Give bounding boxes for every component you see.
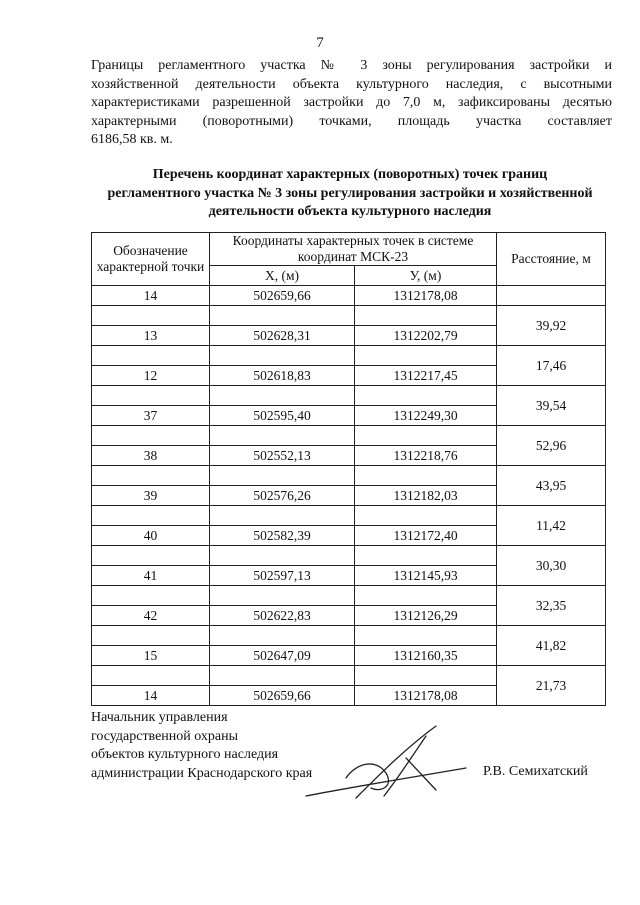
point-x: 502628,31 — [210, 326, 355, 346]
segment-empty-cell — [92, 666, 210, 686]
table-heading — [80, 166, 620, 222]
point-y: 1312178,08 — [355, 686, 497, 706]
header-x: X, (м) — [210, 266, 355, 286]
segment-row — [92, 586, 606, 606]
point-id: 37 — [92, 406, 210, 426]
point-y: 1312217,45 — [355, 366, 497, 386]
point-id: 12 — [92, 366, 210, 386]
point-x: 502576,26 — [210, 486, 355, 506]
distance-value: 17,46 — [497, 346, 606, 386]
segment-empty-cell — [355, 546, 497, 566]
distance-value: 32,35 — [497, 586, 606, 626]
intro-line: хозяйственной деятельности объекта культурного наследия, с высотными — [91, 76, 612, 92]
heading-line: деятельности объекта культурного наследия — [208, 204, 492, 219]
point-row — [92, 286, 606, 306]
point-y: 1312172,40 — [355, 526, 497, 546]
point-x: 502595,40 — [210, 406, 355, 426]
point-x: 502582,39 — [210, 526, 355, 546]
segment-empty-cell — [355, 346, 497, 366]
segment-row — [92, 346, 606, 366]
point-y: 1312182,03 — [355, 486, 497, 506]
header-point: Обозначение характерной точки — [92, 233, 210, 286]
point-id: 38 — [92, 446, 210, 466]
point-id: 42 — [92, 606, 210, 626]
segment-empty-cell — [355, 426, 497, 446]
header-y: У, (м) — [355, 266, 497, 286]
page-number: 7 — [316, 35, 324, 51]
distance-value: 21,73 — [497, 666, 606, 706]
intro-paragraph — [91, 57, 612, 150]
point-id: 14 — [92, 686, 210, 706]
segment-row — [92, 386, 606, 406]
segment-empty-cell — [92, 466, 210, 486]
intro-line: Границы регламентного участка № 3 зоны регулирования застройки и — [91, 58, 612, 73]
segment-empty-cell — [92, 426, 210, 446]
point-x: 502597,13 — [210, 566, 355, 586]
coordinates-table — [91, 232, 606, 706]
intro-line: характеристиками разрешенной застройки до 7,0 м, зафиксированы десятью — [91, 95, 612, 111]
distance-value: 39,92 — [497, 306, 606, 346]
segment-row — [92, 626, 606, 646]
heading-line: регламентного участка № 3 зоны регулирования застройки и хозяйственной — [107, 185, 593, 201]
segment-empty-cell — [92, 626, 210, 646]
distance-value: 52,96 — [497, 426, 606, 466]
segment-empty-cell — [210, 306, 355, 326]
intro-line: характерными (поворотными) точками, площадь участка составляет — [91, 113, 612, 129]
signer-position-line: объектов культурного наследия — [91, 747, 279, 762]
segment-empty-cell — [355, 506, 497, 526]
point-y: 1312145,93 — [355, 566, 497, 586]
point-x: 502659,66 — [210, 286, 355, 306]
point-id: 40 — [92, 526, 210, 546]
header-distance: Расстояние, м — [497, 233, 606, 286]
point-y: 1312202,79 — [355, 326, 497, 346]
segment-empty-cell — [92, 506, 210, 526]
segment-empty-cell — [92, 346, 210, 366]
segment-empty-cell — [92, 386, 210, 406]
header-coords: Координаты характерных точек в системе координат МСК-23 — [210, 233, 497, 266]
segment-empty-cell — [210, 586, 355, 606]
point-x: 502622,83 — [210, 606, 355, 626]
signer-position-line: Начальник управления — [91, 710, 228, 725]
segment-row — [92, 466, 606, 486]
segment-empty-cell — [355, 626, 497, 646]
point-x: 502659,66 — [210, 686, 355, 706]
point-x: 502647,09 — [210, 646, 355, 666]
segment-empty-cell — [210, 426, 355, 446]
segment-empty-cell — [355, 386, 497, 406]
segment-empty-cell — [210, 666, 355, 686]
segment-empty-cell — [210, 386, 355, 406]
point-id: 39 — [92, 486, 210, 506]
point-id: 41 — [92, 566, 210, 586]
point-y: 1312218,76 — [355, 446, 497, 466]
distance-value: 43,95 — [497, 466, 606, 506]
distance-value: 11,42 — [497, 506, 606, 546]
segment-row — [92, 426, 606, 446]
segment-empty-cell — [92, 546, 210, 566]
distance-value: 30,30 — [497, 546, 606, 586]
segment-empty-cell — [92, 586, 210, 606]
segment-empty-cell — [210, 506, 355, 526]
segment-empty-cell — [210, 466, 355, 486]
heading-line: Перечень координат характерных (поворотных) точек границ — [152, 167, 548, 182]
point-y: 1312160,35 — [355, 646, 497, 666]
segment-empty-cell — [210, 346, 355, 366]
signature-block — [91, 709, 312, 783]
segment-empty-cell — [355, 306, 497, 326]
point-id: 13 — [92, 326, 210, 346]
segment-row — [92, 506, 606, 526]
segment-empty-cell — [210, 546, 355, 566]
segment-row — [92, 546, 606, 566]
segment-empty-cell — [92, 306, 210, 326]
distance-empty — [497, 286, 606, 306]
segment-empty-cell — [210, 626, 355, 646]
point-x: 502552,13 — [210, 446, 355, 466]
distance-value: 41,82 — [497, 626, 606, 666]
signer-position-line: администрации Краснодарского края — [91, 765, 313, 781]
signer-position-line: государственной охраны — [91, 728, 239, 744]
coordinates-body — [92, 286, 606, 706]
point-id: 15 — [92, 646, 210, 666]
segment-row — [92, 306, 606, 326]
point-id: 14 — [92, 286, 210, 306]
segment-empty-cell — [355, 586, 497, 606]
distance-value: 39,54 — [497, 386, 606, 426]
segment-empty-cell — [355, 666, 497, 686]
segment-row — [92, 666, 606, 686]
segment-empty-cell — [355, 466, 497, 486]
point-y: 1312249,30 — [355, 406, 497, 426]
signer-name: Р.В. Семихатский — [483, 764, 588, 779]
point-x: 502618,83 — [210, 366, 355, 386]
point-y: 1312126,29 — [355, 606, 497, 626]
point-y: 1312178,08 — [355, 286, 497, 306]
handwritten-signature — [286, 718, 476, 808]
intro-line: 6186,58 кв. м. — [91, 132, 173, 148]
